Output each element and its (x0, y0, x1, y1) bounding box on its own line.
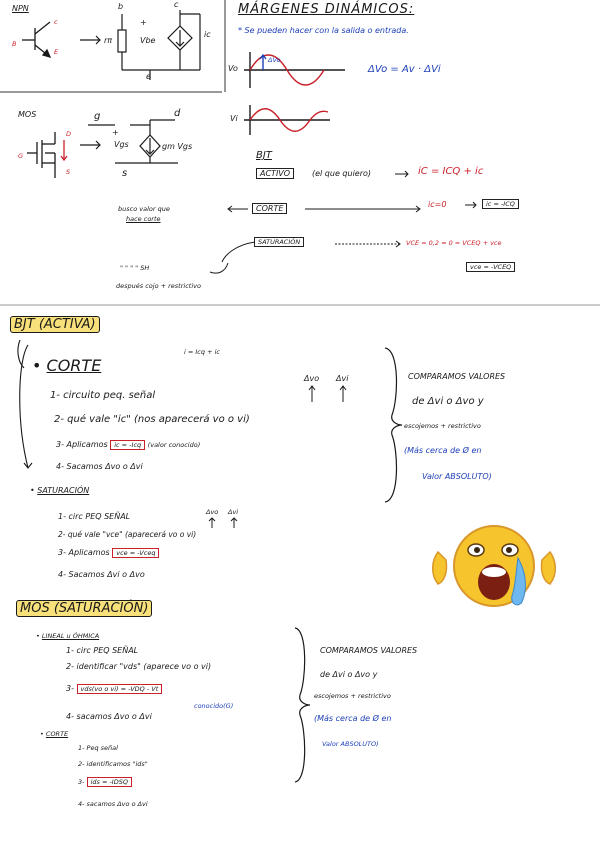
npn-transistor-symbol (22, 22, 50, 57)
bjt-saturacion-heading: • SATURACIÓN (30, 486, 90, 495)
bjt-model-vbe: Vbe (140, 36, 156, 45)
bjt-model-plus: + (140, 18, 147, 27)
crying-face-emoji (430, 512, 558, 616)
mos-corte-step-1: 1- Peq señal (78, 744, 118, 752)
bjt-sat-delta-vo: Δvo (206, 508, 219, 516)
mos-lineal-box: vds(vo o vi) = -VDQ - Vt (77, 684, 163, 694)
mos-compare-4: (Más cerca de Ø en (314, 714, 392, 723)
bjt-model-e: e (146, 72, 151, 81)
vo-axis-label: Vo (228, 64, 238, 73)
bjt-sat-delta-vi: Δvi (228, 508, 239, 516)
mos-source-label: S (66, 168, 71, 176)
brace-bjt (385, 348, 402, 502)
mos-lineal-step-2: 2- identificar "vds" (aparece vo o vi) (66, 662, 212, 671)
bjt-sat-step-1: 1- circ PEQ SEÑAL (58, 512, 131, 521)
bjt-corte-heading: • CORTE (32, 356, 102, 375)
despues-note: después cojo + restrictivo (116, 282, 201, 290)
bjt-model-ic: ic (204, 30, 211, 39)
busco-note-2: hace corte (126, 215, 161, 223)
bjt-compare-4: (Más cerca de Ø en (404, 446, 482, 455)
bjt-corte-box-note: (valor conocido) (147, 441, 201, 449)
mos-corte-heading: • CORTE (40, 730, 69, 738)
brace-mos (295, 628, 310, 782)
activo-note: (el que quiero) (312, 169, 372, 178)
activo-formula: iC = ICQ + ic (418, 166, 484, 177)
mos-compare-3: escojemos + restrictivo (314, 692, 391, 700)
bjt-sat-step-2: 2- qué vale "vce" (aparecerá vo o vi) (58, 530, 197, 539)
bjt-compare-1: COMPARAMOS VALORES (408, 372, 506, 381)
busco-note-1: busco valor que (118, 205, 170, 213)
delta-vo-label: ΔVo (268, 56, 281, 64)
bjt-corte-step-3: 3- Aplicamos ic = -Icq (valor conocido) (56, 440, 201, 449)
mos-gate-label: G (18, 152, 24, 160)
mos-model-g: g (94, 111, 101, 122)
bjt-sat-box: vce = -Vceq (112, 548, 159, 558)
mos-corte-box: ids = -IDSQ (87, 777, 132, 787)
bjt-delta-vo-label: Δvo (304, 374, 320, 383)
bjt-sat-step-3: 3- Aplicamos vce = -Vceq (58, 548, 159, 557)
gain-formula: ΔVo = Av · ΔVi (368, 64, 441, 75)
bjt-model-rpi: rπ (104, 36, 113, 45)
npn-collector-label: c (54, 18, 58, 26)
mos-transistor-symbol (27, 132, 55, 178)
mos-lineal-box-note: conocido(G) (194, 702, 234, 710)
bjt-compare-3: escojemos + restrictivo (404, 422, 481, 430)
bjt-model-c: c (174, 0, 179, 9)
bjt-sat-step-4: 4- Sacamos Δvi o Δvo (58, 570, 145, 579)
mos-saturacion-heading: MOS (SATURACIÓN) (16, 600, 152, 617)
bjt-top-note: i = Icq + ic (184, 348, 220, 356)
page-title: MÁRGENES DINÁMICOS: (238, 2, 415, 17)
mos-model-vgs: Vgs (114, 140, 129, 149)
bjt-corte-step-1: 1- circuito peq. señal (50, 390, 156, 401)
mos-lineal-step-3: 3- vds(vo o vi) = -VDQ - Vt (66, 684, 162, 693)
saturacion-result-box: vce = -VCEQ (466, 262, 515, 272)
npn-base-label: B (12, 40, 17, 48)
corte-box: CORTE (252, 203, 287, 214)
mos-corte-step-3: 3- ids = -IDSQ (78, 778, 132, 786)
corte-formula-left: ic=0 (428, 200, 447, 209)
mos-model-d: d (174, 108, 181, 119)
mos-model-gm: gm Vgs (162, 142, 193, 151)
vi-sine-wave (244, 105, 330, 135)
saturacion-box: SATURACIÓN (254, 237, 304, 247)
bjt-model-b: b (118, 2, 124, 11)
vo-sine-wave (244, 52, 345, 88)
mos-corte-step-2: 2- identificamos "ids" (78, 760, 148, 768)
mos-corte-step-4: 4- sacamos Δvo o Δvi (78, 800, 148, 808)
mos-model-s: s (122, 168, 128, 179)
npn-emitter-label: E (54, 48, 59, 56)
bjt-heading: BJT (256, 150, 272, 161)
bjt-model-circuit (118, 10, 200, 80)
bjt-activa-heading: BJT (ACTIVA) (10, 316, 100, 333)
bjt-corte-step-4: 4- Sacamos Δvo o Δvi (56, 462, 143, 471)
bjt-corte-box: ic = -Icq (110, 440, 145, 450)
bjt-compare-5: Valor ABSOLUTO) (422, 472, 492, 481)
page-subtitle: * Se pueden hacer con la salida o entrada. (238, 26, 409, 35)
mos-drain-label: D (66, 130, 72, 138)
bjt-corte-step-2: 2- qué vale "ic" (nos aparecerá vo o vi) (54, 414, 250, 425)
mos-lineal-heading: • LINEAL u ÓHMICA (36, 632, 100, 640)
ditto-marks: " " " " SH (120, 264, 150, 272)
npn-label: NPN (12, 4, 29, 13)
mos-compare-5: Valor ABSOLUTO) (322, 740, 379, 748)
mos-compare-2: de Δvi o Δvo y (320, 670, 378, 679)
bjt-delta-vi-label: Δvi (336, 374, 349, 383)
mos-model-plus: + (112, 128, 119, 137)
mos-label: MOS (18, 110, 37, 119)
bjt-compare-2: de Δvi o Δvo y (412, 396, 484, 407)
saturacion-formula: VCE = 0,2 ≈ 0 = VCEQ + vce (406, 239, 502, 247)
mos-lineal-step-1: 1- circ PEQ SEÑAL (66, 646, 139, 655)
corte-formula-right: ic = -ICQ (482, 199, 519, 209)
mos-lineal-step-4: 4- sacamos Δvo o Δvi (66, 712, 152, 721)
mos-compare-1: COMPARAMOS VALORES (320, 646, 418, 655)
vi-axis-label: Vi (230, 114, 238, 123)
activo-box: ACTIVO (256, 168, 294, 179)
